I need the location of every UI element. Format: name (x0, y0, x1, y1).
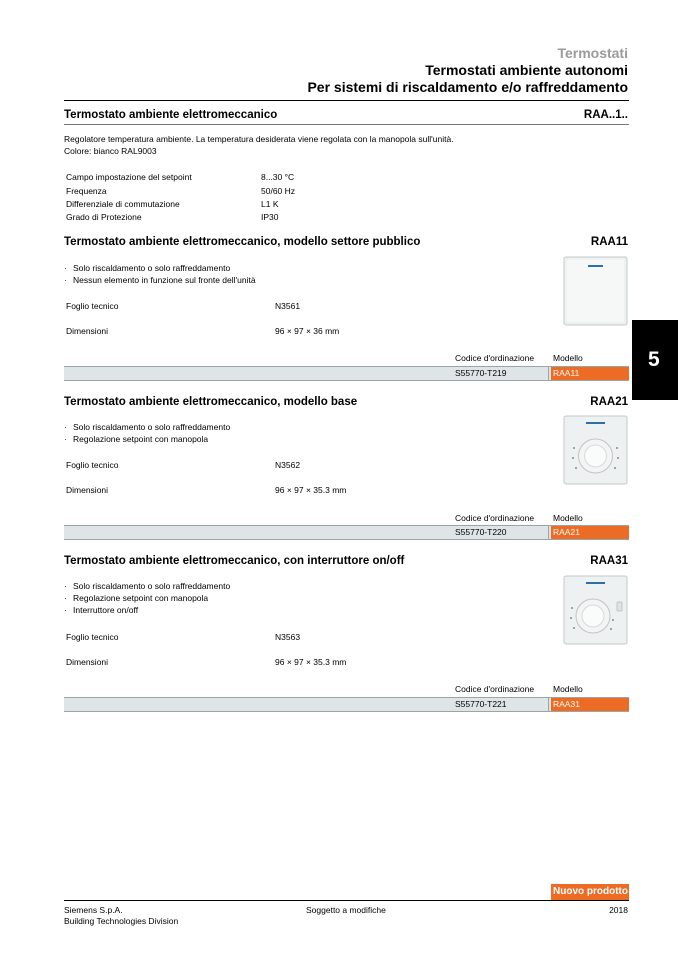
model-label: Modello (553, 684, 583, 694)
spec-row (66, 212, 466, 226)
header-category: Termostati (557, 45, 628, 61)
product-bullets-raa21 (64, 421, 230, 445)
datasheet-row-raa21 (66, 460, 466, 472)
model-cell: RAA11 (551, 367, 629, 380)
order-bar-raa21 (64, 525, 629, 540)
header-rule (64, 100, 629, 101)
datasheet-label: Foglio tecnico (66, 460, 119, 470)
footer-year: 2018 (609, 905, 628, 915)
thermostat-raa21-image (562, 414, 629, 486)
datasheet-value: N3562 (275, 460, 301, 470)
product-title-raa11: Termostato ambiente elettromeccanico, modello settore pubblico (64, 236, 421, 248)
order-code-label: Codice d'ordinazione (455, 353, 535, 363)
list-item: · Solo riscaldamento o solo raffreddamento (64, 421, 230, 433)
header-title-line1: Termostati ambiente autonomi (425, 62, 628, 78)
chapter-tab: 5 (632, 320, 678, 400)
product-title-raa31: Termostato ambiente elettromeccanico, con interruttore on/off (64, 555, 405, 567)
spec-label: Differenziale di commutazione (66, 199, 180, 209)
intro-desc-line1: Regolatore temperatura ambiente. La temperatura desiderata viene regolata con la manopola sull'unità. (64, 134, 454, 144)
datasheet-value: N3563 (275, 632, 301, 642)
footer-company (64, 905, 178, 927)
footer-company-line2: Building Technologies Division (64, 916, 179, 926)
header-title-line2: Per sistemi di riscaldamento e/o raffreddamento (307, 79, 628, 95)
order-bar-divider (548, 367, 549, 380)
dimensions-value: 96 × 97 × 36 mm (275, 326, 340, 336)
dimensions-label: Dimensioni (66, 485, 109, 495)
datasheet-row-raa31 (66, 632, 466, 644)
product-bullets-raa11 (64, 262, 256, 286)
order-code-label: Codice d'ordinazione (455, 684, 535, 694)
intro-desc-line2: Colore: bianco RAL9003 (64, 146, 157, 156)
model-label: Modello (553, 353, 583, 363)
list-item: · Solo riscaldamento o solo raffreddamento (64, 580, 230, 592)
order-bar-raa31 (64, 697, 629, 712)
footer-company-line1: Siemens S.p.A. (64, 905, 123, 915)
order-code: S55770-T221 (455, 699, 507, 709)
spec-row (66, 186, 466, 200)
dimensions-value: 96 × 97 × 35.3 mm (275, 657, 347, 667)
datasheet-row-raa11 (66, 301, 466, 313)
footer-rule (64, 900, 629, 901)
dimensions-row-raa11 (66, 326, 466, 338)
intro-title: Termostato ambiente elettromeccanico (64, 109, 278, 121)
model-cell: RAA31 (551, 698, 629, 711)
dimensions-label: Dimensioni (66, 326, 109, 336)
spec-value: 8...30 °C (261, 172, 295, 182)
order-bar-divider (548, 526, 549, 539)
spec-value: 50/60 Hz (261, 186, 296, 196)
spec-value: L1 K (261, 199, 279, 209)
product-title-raa21: Termostato ambiente elettromeccanico, modello base (64, 396, 358, 408)
list-item: · Nessun elemento in funzione sul fronte dell'unità (64, 274, 256, 286)
dimensions-row-raa21 (66, 485, 466, 497)
product-code-raa31: RAA31 (590, 555, 628, 567)
footer-note: Soggetto a modifiche (306, 905, 386, 915)
dimensions-value: 96 × 97 × 35.3 mm (275, 485, 347, 495)
new-product-badge: Nuovo prodotto (551, 884, 629, 900)
thermostat-raa11-image (562, 255, 629, 327)
order-code: S55770-T220 (455, 527, 507, 537)
datasheet-value: N3561 (275, 301, 301, 311)
order-bar-raa11 (64, 366, 629, 381)
list-item: · Regolazione setpoint con manopola (64, 433, 230, 445)
datasheet-label: Foglio tecnico (66, 301, 119, 311)
model-cell: RAA21 (551, 526, 629, 539)
list-item: · Interruttore on/off (64, 604, 230, 616)
spec-row (66, 199, 466, 213)
spec-label: Frequenza (66, 186, 107, 196)
dimensions-row-raa31 (66, 657, 466, 669)
model-label: Modello (553, 513, 583, 523)
dimensions-label: Dimensioni (66, 657, 109, 667)
product-bullets-raa31 (64, 580, 230, 616)
list-item: · Regolazione setpoint con manopola (64, 592, 230, 604)
datasheet-label: Foglio tecnico (66, 632, 119, 642)
intro-rule (64, 124, 629, 125)
order-code-label: Codice d'ordinazione (455, 513, 535, 523)
order-code: S55770-T219 (455, 368, 507, 378)
product-code-raa21: RAA21 (590, 396, 628, 408)
product-code-raa11: RAA11 (590, 236, 628, 248)
intro-description (64, 133, 454, 157)
order-bar-divider (548, 698, 549, 711)
intro-code: RAA..1.. (583, 109, 628, 121)
list-item: · Solo riscaldamento o solo raffreddamento (64, 262, 256, 274)
spec-label: Grado di Protezione (66, 212, 142, 222)
thermostat-raa31-image (562, 574, 629, 646)
spec-value: IP30 (261, 212, 279, 222)
spec-label: Campo impostazione del setpoint (66, 172, 192, 182)
spec-row (66, 172, 466, 186)
